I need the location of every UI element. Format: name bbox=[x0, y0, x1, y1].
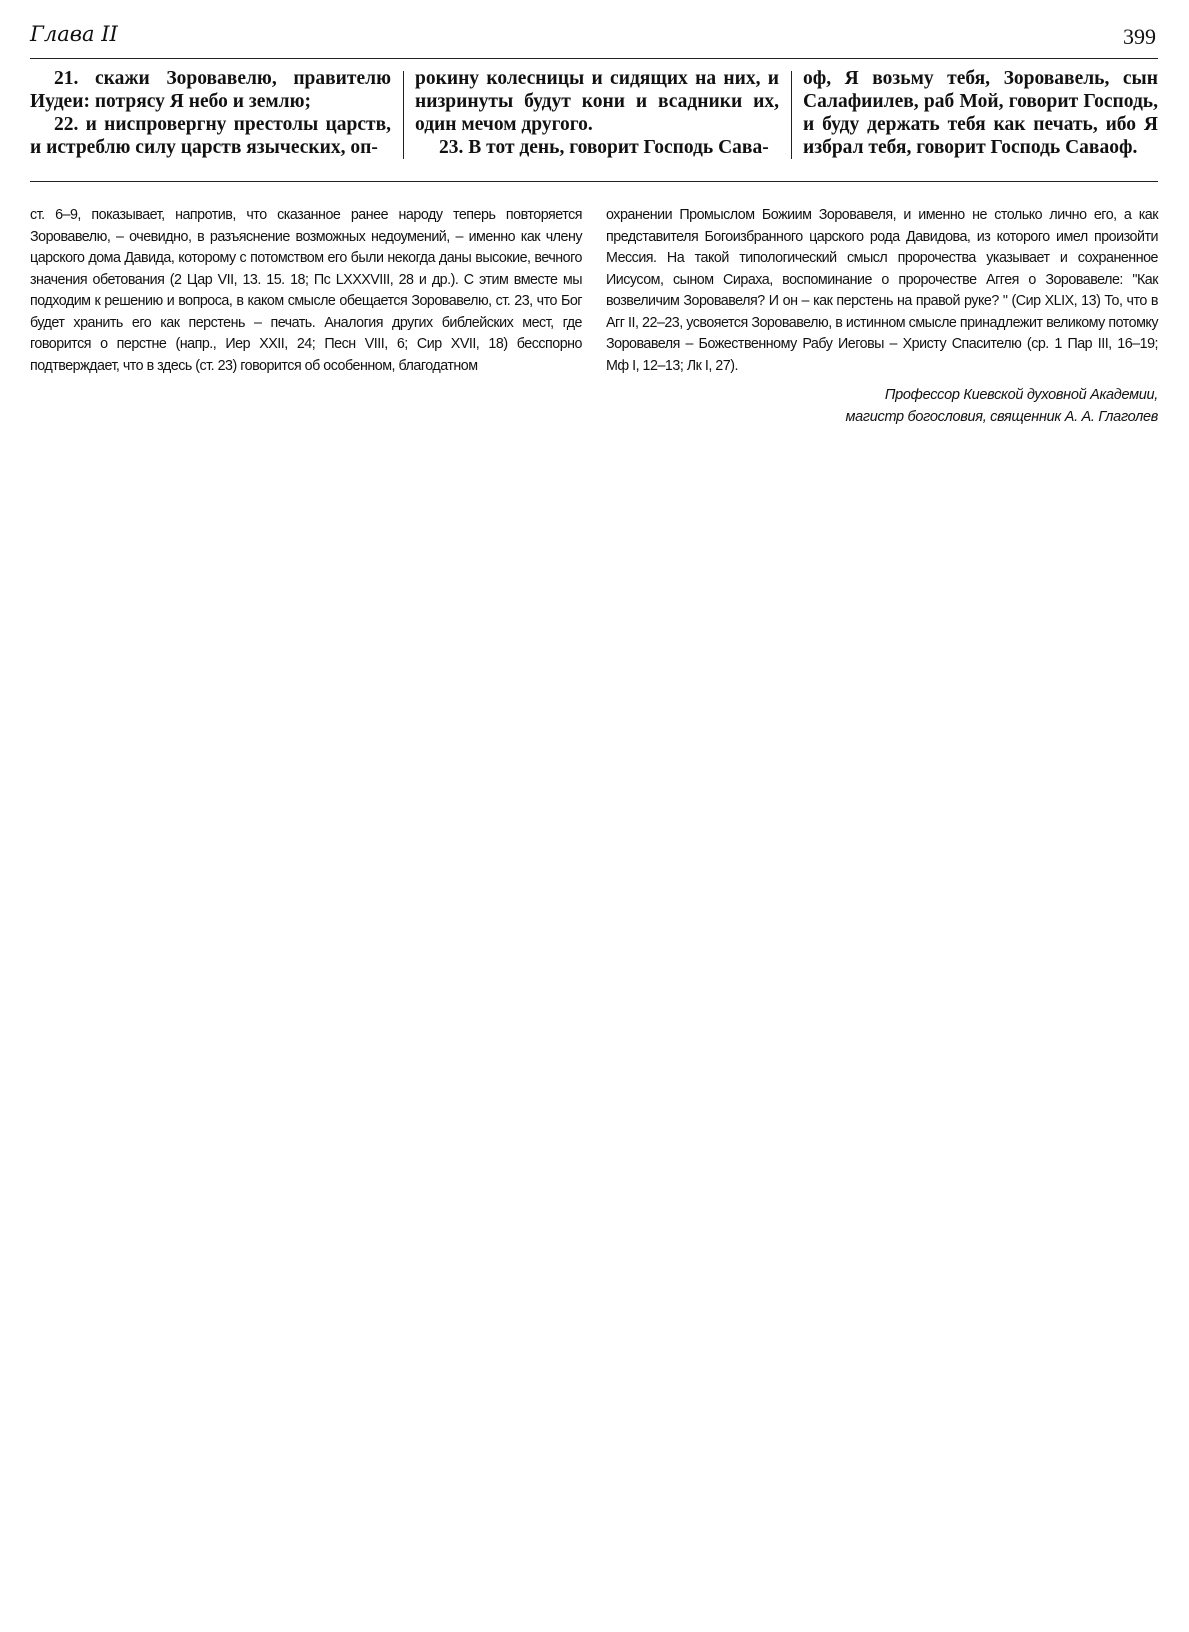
page-header bbox=[30, 22, 1158, 59]
column-rule-2 bbox=[791, 71, 792, 159]
scripture-column-3 bbox=[803, 67, 1158, 159]
verse-21: 21. скажи Зоровавелю, правителю Иудеи: потрясу Я небо и землю; bbox=[30, 68, 391, 112]
section-divider bbox=[30, 181, 1158, 182]
verse-23: 23. В тот день, говорит Господь Сава- bbox=[439, 137, 769, 158]
commentary-column-1 bbox=[30, 205, 582, 377]
commentary-paragraph-2: охранении Промыслом Божиим Зоровавеля, и именно не столько лично его, а как представителя Богоизбранного царского рода Давидова, из которого имел произойти Мессия. На такой типологический смысл пророчества указывает и сохраненное Иисусом, сыном Сираха, воспоминание о пророчестве Аггея о Зоровавеле: "Как возвеличим Зоровавеля? И он – как перстень на правой руке? " (Сир XLIX, 13) То, что в Агг II, 22–23, усвояется Зоровавелю, в истинном смысле принадлежит великому потомку Зоровавеля – Божественному Рабу Иеговы – Христу Спасителю (ср. 1 Пар III, 16–19; Мф I, 12–13; Лк I, 27). bbox=[606, 207, 1158, 374]
scripture-column-1 bbox=[30, 67, 391, 159]
scripture-text bbox=[30, 67, 1158, 167]
chapter-title: Глава II bbox=[30, 22, 118, 46]
verse-22-continued: рокину колесницы и сидящих на них, и низринуты будут кони и всадники их, один мечом другого. bbox=[415, 68, 779, 135]
signature-line-2: магистр богословия, священник А. А. Глаголев bbox=[845, 409, 1158, 425]
page-number: 399 bbox=[1123, 24, 1156, 49]
signature-line-1: Профессор Киевской духовной Академии, bbox=[884, 387, 1158, 403]
verse-22: 22. и ниспровергну престолы царств, и истреблю силу царств языческих, оп- bbox=[30, 114, 391, 158]
verse-23-continued: оф, Я возьму тебя, Зоровавель, сын Салафиилев, раб Мой, говорит Господь, и буду держать тебя как печать, ибо Я избрал тебя, говорит Господь Саваоф. bbox=[803, 68, 1158, 158]
commentary-paragraph-1: ст. 6–9, показывает, напротив, что сказанное ранее народу теперь повторяется Зоровавелю, – очевидно, в разъяснение возможных недоумений, – именно как члену царского дома Давида, которому с потомством его были некогда даны высокие, вечного значения обетования (2 Цар VII, 13. 15. 18; Пс LXXXVIII, 28 и др.). С этим вместе мы подходим к решению и вопроса, в каком смысле обещается Зоровавелю, ст. 23, что Бог будет хранить его как перстень – печать. Аналогия других библейских мест, где говорится о перстне (напр., Иер XXII, 24; Песн VIII, 6; Сир XVII, 18) бесспорно подтверждает, что в здесь (ст. 23) говорится об особенном, благодатном bbox=[30, 207, 582, 374]
author-signature bbox=[845, 384, 1158, 428]
column-rule-1 bbox=[403, 71, 404, 159]
commentary-column-2 bbox=[606, 205, 1158, 377]
scripture-column-2 bbox=[415, 67, 779, 159]
